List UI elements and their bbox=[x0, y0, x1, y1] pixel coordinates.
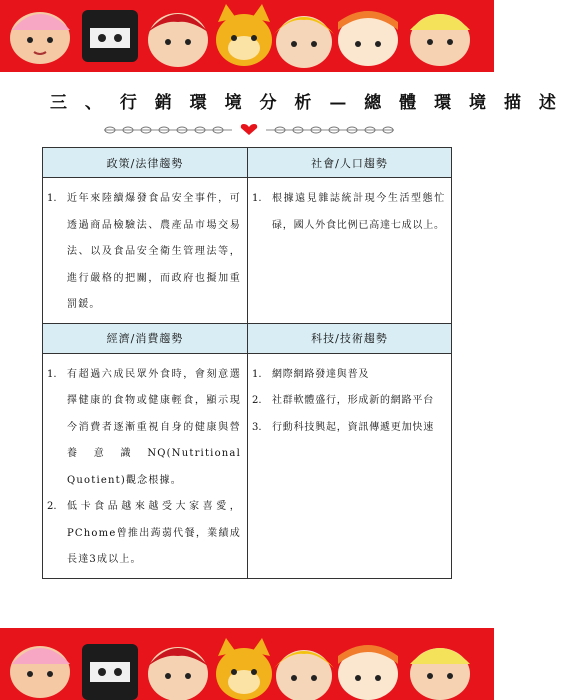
list-item: 2. 低卡食品越來越受大家喜愛，PChome曾推出蒟蒻代餐，業績成長達3成以上。 bbox=[47, 501, 241, 565]
macro-environment-table bbox=[42, 147, 452, 579]
bottom-character-banner bbox=[0, 628, 494, 700]
policy-law-header: 政策/法律趨勢 bbox=[43, 148, 248, 178]
heart-icon bbox=[241, 124, 257, 135]
chain-heart-divider bbox=[104, 124, 394, 136]
list-item: 1. 近年來陸續爆發食品安全事件，可透過商品檢驗法、農產品市場交易法、以及食品安全衛生管理法等，進行嚴格的把關，而政府也擬加重罰鍰。 bbox=[47, 193, 241, 310]
list-item: 1. 根據遠見雜誌統計現今生活型態忙碌，國人外食比例已高達七成以上。 bbox=[252, 193, 445, 231]
society-population-cell bbox=[248, 178, 452, 324]
top-character-banner bbox=[0, 0, 494, 72]
society-population-header: 社會/人口趨勢 bbox=[248, 148, 452, 178]
list-item: 1. 網際網路發達與普及 bbox=[252, 368, 370, 380]
technology-cell bbox=[248, 353, 452, 578]
economy-consumption-header: 經濟/消費趨勢 bbox=[43, 323, 248, 353]
section-heading: 三 、 行 銷 環 境 分 析 — 總 體 環 境 描 述 bbox=[50, 93, 562, 113]
cartoon-characters-illustration bbox=[0, 628, 494, 700]
cartoon-characters-illustration bbox=[0, 0, 494, 72]
policy-law-cell bbox=[43, 178, 248, 324]
economy-consumption-cell bbox=[43, 353, 248, 578]
list-item: 2. 社群軟體盛行，形成新的網路平台 bbox=[252, 395, 434, 406]
list-item: 3. 行動科技興起，資訊傳遞更加快速 bbox=[252, 421, 434, 433]
list-item: 1. 有超過六成民眾外食時，會刻意選擇健康的食物或健康輕食，顯示現今消費者逐漸重視自身的健康與營養意識NQ(Nutritional Quotient)觀念根據。 bbox=[47, 368, 241, 486]
technology-header: 科技/技術趨勢 bbox=[248, 323, 452, 353]
